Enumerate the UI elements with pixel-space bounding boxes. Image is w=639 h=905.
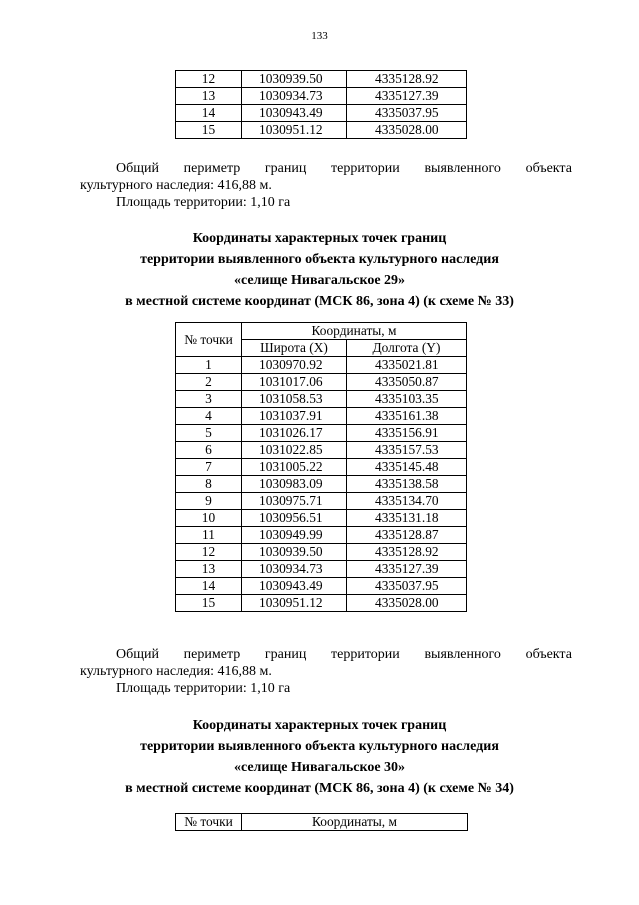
heading-30-line-4: в местной системе координат (МСК 86, зона 4) (к схеме № 34) (125, 781, 514, 796)
table-row (176, 88, 467, 105)
point-number-cell: 15 (176, 595, 242, 612)
header-point-number: № точки (176, 323, 242, 357)
perimeter-word: Общий (116, 647, 159, 662)
heading-nivagalskoe-30 (0, 715, 639, 799)
page-number: 133 (311, 30, 328, 42)
perimeter-word: выявленного (424, 161, 501, 176)
point-number-cell: 4 (176, 408, 242, 425)
point-number-cell: 14 (176, 105, 242, 122)
point-number-cell: 3 (176, 391, 242, 408)
perimeter-word: объекта (525, 647, 572, 662)
latitude-cell: 1030951.12 (242, 122, 347, 139)
longitude-cell: 4335127.39 (347, 561, 467, 578)
point-number-cell: 6 (176, 442, 242, 459)
header-coordinates-30: Координаты, м (242, 814, 468, 831)
heading-30-line-2: территории выявленного объекта культурного наследия (140, 739, 499, 754)
heading-nivagalskoe-29 (0, 228, 639, 312)
latitude-cell: 1031037.91 (242, 408, 347, 425)
table-row (176, 493, 467, 510)
area-text-1: Площадь территории: 1,10 га (116, 195, 291, 210)
point-number-cell: 2 (176, 374, 242, 391)
longitude-cell: 4335156.91 (347, 425, 467, 442)
heading-30-line-1: Координаты характерных точек границ (192, 718, 447, 733)
table-row (176, 544, 467, 561)
longitude-cell: 4335128.92 (347, 544, 467, 561)
point-number-cell: 10 (176, 510, 242, 527)
longitude-cell: 4335028.00 (347, 595, 467, 612)
perimeter-paragraph-1 (80, 160, 572, 194)
point-number-cell: 13 (176, 561, 242, 578)
heading-29-line-1: Координаты характерных точек границ (192, 231, 447, 246)
perimeter-paragraph-2 (80, 646, 572, 680)
perimeter-word: Общий (116, 161, 159, 176)
table-row (176, 374, 467, 391)
perimeter-word: периметр (183, 647, 241, 662)
perimeter-word: границ (264, 647, 307, 662)
table-row (176, 425, 467, 442)
latitude-cell: 1031017.06 (242, 374, 347, 391)
point-number-cell: 5 (176, 425, 242, 442)
longitude-cell: 4335037.95 (347, 105, 467, 122)
latitude-cell: 1030939.50 (242, 544, 347, 561)
point-number-cell: 8 (176, 476, 242, 493)
point-number-cell: 1 (176, 357, 242, 374)
longitude-cell: 4335134.70 (347, 493, 467, 510)
longitude-cell: 4335127.39 (347, 88, 467, 105)
heading-29-line-2: территории выявленного объекта культурного наследия (140, 252, 499, 267)
point-number-cell: 12 (176, 71, 242, 88)
longitude-cell: 4335131.18 (347, 510, 467, 527)
longitude-cell: 4335138.58 (347, 476, 467, 493)
table-row (176, 527, 467, 544)
heading-30-line-3: «селище Нивагальское 30» (233, 760, 406, 775)
point-number-cell: 12 (176, 544, 242, 561)
longitude-cell: 4335028.00 (347, 122, 467, 139)
point-number-cell: 15 (176, 122, 242, 139)
coordinates-table-30 (175, 813, 468, 831)
perimeter-word: территории (331, 161, 400, 176)
latitude-cell: 1030939.50 (242, 71, 347, 88)
table-row (176, 442, 467, 459)
perimeter-word: объекта (525, 161, 572, 176)
table-row (176, 561, 467, 578)
longitude-cell: 4335037.95 (347, 578, 467, 595)
table-row (176, 595, 467, 612)
longitude-cell: 4335157.53 (347, 442, 467, 459)
heading-29-line-3: «селище Нивагальское 29» (233, 273, 406, 288)
table-row (176, 459, 467, 476)
longitude-cell: 4335128.92 (347, 71, 467, 88)
table-row (176, 408, 467, 425)
table-row (176, 357, 467, 374)
perimeter-word: периметр (183, 161, 241, 176)
latitude-cell: 1030975.71 (242, 493, 347, 510)
table-row (176, 71, 467, 88)
point-number-cell: 9 (176, 493, 242, 510)
header-longitude: Долгота (Y) (347, 340, 467, 357)
perimeter-word: территории (331, 647, 400, 662)
latitude-cell: 1030943.49 (242, 578, 347, 595)
coordinates-table-29 (175, 322, 467, 612)
latitude-cell: 1031005.22 (242, 459, 347, 476)
longitude-cell: 4335021.81 (347, 357, 467, 374)
perimeter-word: выявленного (424, 647, 501, 662)
point-number-cell: 7 (176, 459, 242, 476)
point-number-cell: 11 (176, 527, 242, 544)
latitude-cell: 1030951.12 (242, 595, 347, 612)
latitude-cell: 1030970.92 (242, 357, 347, 374)
longitude-cell: 4335050.87 (347, 374, 467, 391)
perimeter-value-1: культурного наследия: 416,88 м. (80, 178, 272, 193)
table-row (176, 105, 467, 122)
header-latitude: Широта (X) (242, 340, 347, 357)
header-point-number-30: № точки (176, 814, 242, 831)
table-row (176, 391, 467, 408)
table-row (176, 122, 467, 139)
latitude-cell: 1030956.51 (242, 510, 347, 527)
table-row (176, 476, 467, 493)
area-text-2: Площадь территории: 1,10 га (116, 681, 291, 696)
latitude-cell: 1031026.17 (242, 425, 347, 442)
table-row (176, 578, 467, 595)
longitude-cell: 4335128.87 (347, 527, 467, 544)
perimeter-word: границ (264, 161, 307, 176)
longitude-cell: 4335161.38 (347, 408, 467, 425)
latitude-cell: 1030949.99 (242, 527, 347, 544)
header-coordinates: Координаты, м (242, 323, 467, 340)
latitude-cell: 1031022.85 (242, 442, 347, 459)
longitude-cell: 4335145.48 (347, 459, 467, 476)
table-row (176, 510, 467, 527)
longitude-cell: 4335103.35 (347, 391, 467, 408)
latitude-cell: 1030934.73 (242, 561, 347, 578)
point-number-cell: 14 (176, 578, 242, 595)
latitude-cell: 1030943.49 (242, 105, 347, 122)
point-number-cell: 13 (176, 88, 242, 105)
perimeter-value-2: культурного наследия: 416,88 м. (80, 664, 272, 679)
top-coordinates-table (175, 70, 467, 139)
latitude-cell: 1031058.53 (242, 391, 347, 408)
latitude-cell: 1030983.09 (242, 476, 347, 493)
heading-29-line-4: в местной системе координат (МСК 86, зона 4) (к схеме № 33) (125, 294, 514, 309)
latitude-cell: 1030934.73 (242, 88, 347, 105)
